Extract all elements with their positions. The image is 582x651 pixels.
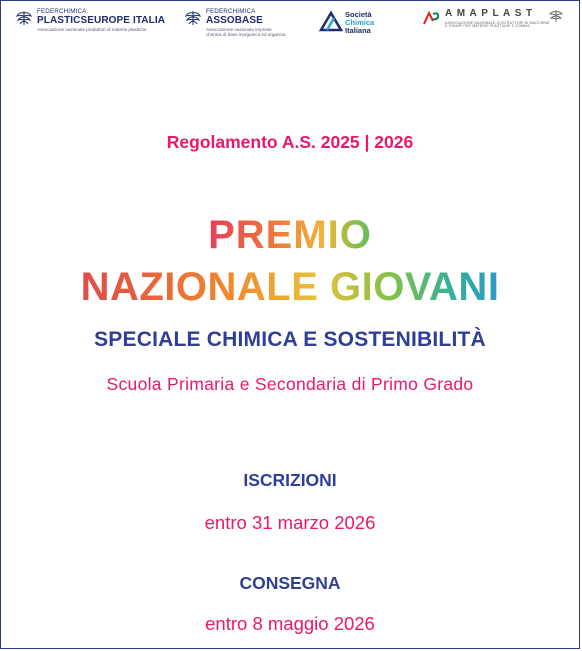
federchimica-eagle-icon bbox=[15, 9, 33, 27]
regolamento-heading: Regolamento A.S. 2025 | 2026 bbox=[166, 132, 414, 152]
triangle-logo-icon bbox=[319, 9, 343, 33]
assobase-subtitle-line1: Associazione nazionale imprese bbox=[206, 27, 272, 32]
assobase-name: ASSOBASE bbox=[206, 14, 263, 26]
logo-bar bbox=[1, 9, 579, 45]
sci-line1: Società bbox=[345, 10, 372, 19]
amaplast-logo bbox=[423, 9, 550, 29]
title-premio: PREMIO bbox=[1, 215, 579, 255]
federchimica-eagle-icon bbox=[549, 9, 563, 23]
plasticseurope-subtitle: Associazione nazionale produttori di materie plastiche bbox=[37, 27, 147, 32]
federchimica-eagle-icon bbox=[184, 9, 202, 27]
iscrizioni-date: entro 31 marzo 2026 bbox=[204, 512, 376, 533]
plasticseurope-name: PLASTICSEUROPE ITALIA bbox=[37, 14, 166, 26]
consegna-label: CONSEGNA bbox=[239, 573, 341, 593]
amaplast-subtitle-line2: E STAMPI PER MATERIE PLASTICHE E GOMMA bbox=[445, 24, 530, 29]
sci-line3: Italiana bbox=[345, 25, 371, 35]
federchimica-label: FEDERCHIMICA bbox=[37, 8, 87, 15]
consegna-date: entro 8 maggio 2026 bbox=[205, 613, 375, 634]
assobase-logo bbox=[184, 9, 285, 38]
societa-chimica-logo bbox=[319, 9, 374, 35]
assobase-subtitle-line2: chimica di base inorganica ed organica bbox=[206, 31, 286, 37]
speciale-subtitle: SPECIALE CHIMICA E SOSTENIBILITÀ bbox=[94, 328, 486, 351]
scuola-subtitle: Scuola Primaria e Secondaria di Primo Grado bbox=[106, 374, 474, 394]
amaplast-mark-icon bbox=[423, 11, 443, 25]
plasticseurope-logo bbox=[15, 9, 165, 33]
amaplast-name: AMAPLAST bbox=[445, 8, 537, 19]
federchimica-label: FEDERCHIMICA bbox=[206, 8, 256, 15]
iscrizioni-label: ISCRIZIONI bbox=[243, 470, 337, 490]
sci-line2: Chimica bbox=[345, 17, 375, 27]
amaplast-subtitle-line1: ASSOCIAZIONE NAZIONALE COSTRUTTORI DI MACCHINE bbox=[445, 20, 550, 25]
title-nazionale-giovani: NAZIONALE GIOVANI bbox=[1, 267, 579, 307]
